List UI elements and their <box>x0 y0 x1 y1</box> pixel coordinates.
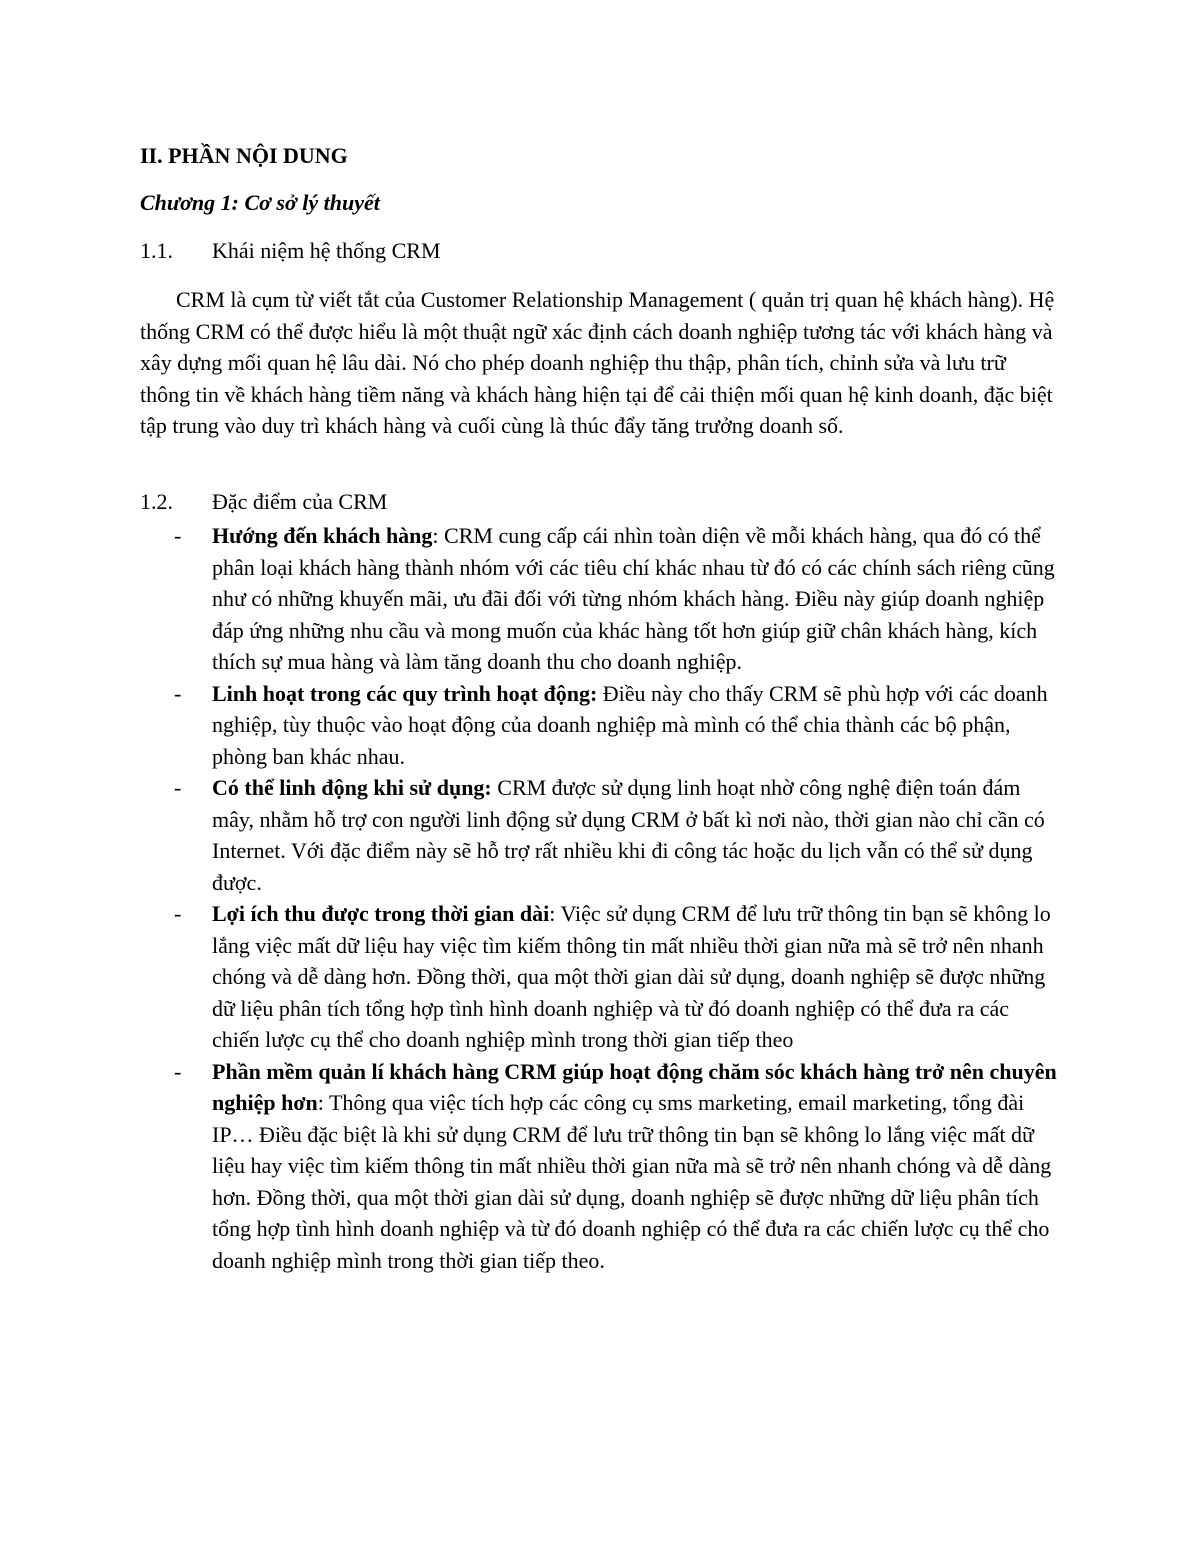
bullet-bold-lead: Có thể linh động khi sử dụng: <box>212 775 492 800</box>
bullet-text: : Việc sử dụng CRM để lưu trữ thông tin bạn sẽ không lo lắng việc mất dữ liệu hay việc tìm kiếm thông tin mất nhiều thời gian nữa mà sẽ trở nên nhanh chóng và dễ dàng hơn. Đồng thời, qua một thời gian dài sử dụng, doanh nghiệp sẽ được những dữ liệu phân tích tổng hợp tình hình doanh nghiệp và từ đó doanh nghiệp có thể đưa ra các chiến lược cụ thể cho doanh nghiệp mình trong thời gian tiếp theo <box>212 901 1051 1052</box>
bullet-bold-lead: Linh hoạt trong các quy trình hoạt động: <box>212 680 598 706</box>
section-title: Đặc điểm của CRM <box>212 489 388 514</box>
bullet-marker: - <box>174 680 182 706</box>
list-item <box>140 898 1060 1056</box>
bullet-bold-lead: Phần mềm quản lí khách hàng CRM giúp hoạt động chăm sóc khách hàng trở nên chuyên nghiệp hơn <box>212 1058 1057 1115</box>
bullet-marker: - <box>174 901 182 926</box>
section-heading-1-1 <box>140 237 441 265</box>
section-heading-1-2 <box>140 488 387 516</box>
bullet-marker: - <box>174 1058 182 1084</box>
list-item <box>140 772 1060 898</box>
part-heading: II. PHẦN NỘI DUNG <box>140 143 348 168</box>
list-item <box>140 1056 1060 1277</box>
crm-features-list <box>140 520 1060 1276</box>
bullet-text: Điều này cho thấy CRM sẽ phù hợp với các doanh nghiệp, tùy thuộc vào hoạt động của doanh nghiệp mà mình có thể chia thành các bộ phận, phòng ban khác nhau. <box>212 680 1048 769</box>
bullet-bold-lead: Lợi ích thu được trong thời gian dài <box>212 901 550 926</box>
crm-definition-paragraph: CRM là cụm từ viết tắt của Customer Relationship Management ( quản trị quan hệ khách hàng). Hệ thống CRM có thể được hiểu là một thuật ngữ xác định cách doanh nghiệp tương tác với khách hàng và xây dựng mối quan hệ lâu dài. Nó cho phép doanh nghiệp thu thập, phân tích, chỉnh sửa và lưu trữ thông tin về khách hàng tiềm năng và khách hàng hiện tại để cải thiện mối quan hệ kinh doanh, đặc biệt tập trung vào duy trì khách hàng và cuối cùng là thúc đẩy tăng trưởng doanh số. <box>140 287 1055 438</box>
section-title: Khái niệm hệ thống CRM <box>212 238 441 263</box>
bullet-marker: - <box>174 523 182 548</box>
bullet-text: : CRM cung cấp cái nhìn toàn diện về mỗi khách hàng, qua đó có thể phân loại khách hàng thành nhóm với các tiêu chí khác nhau từ đó có các chính sách riêng cũng như có những khuyến mãi, ưu đãi đối với từng nhóm khách hàng. Điều này giúp doanh nghiệp đáp ứng những nhu cầu và mong muốn của khác hàng tốt hơn giúp giữ chân khách hàng, kích thích sự mua hàng và làm tăng doanh thu cho doanh nghiệp. <box>212 523 1055 674</box>
bullet-text: : Thông qua việc tích hợp các công cụ sms marketing, email marketing, tổng đài IP… Điều đặc biệt là khi sử dụng CRM để lưu trữ thông tin bạn sẽ không lo lắng việc mất dữ liệu hay việc tìm kiếm thông tin mất nhiều thời gian nữa mà sẽ trở nên nhanh chóng và dễ dàng hơn. Đồng thời, qua một thời gian dài sử dụng, doanh nghiệp sẽ được những dữ liệu phân tích tổng hợp tình hình doanh nghiệp và từ đó doanh nghiệp có thể đưa ra các chiến lược cụ thể cho doanh nghiệp mình trong thời gian tiếp theo. <box>212 1090 1052 1273</box>
chapter-heading: Chương 1: Cơ sở lý thuyết <box>140 190 380 215</box>
bullet-bold-lead: Hướng đến khách hàng <box>212 523 433 548</box>
list-item <box>140 678 1060 773</box>
list-item <box>140 520 1060 678</box>
section-number: 1.2. <box>140 489 173 514</box>
bullet-marker: - <box>174 775 182 800</box>
bullet-text: CRM được sử dụng linh hoạt nhờ công nghệ điện toán đám mây, nhằm hỗ trợ con người linh động sử dụng CRM ở bất kì nơi nào, thời gian nào chỉ cần có Internet. Với đặc điểm này sẽ hỗ trợ rất nhiều khi đi công tác hoặc du lịch vẫn có thể sử dụng được. <box>212 775 1045 895</box>
section-number: 1.1. <box>140 238 173 263</box>
